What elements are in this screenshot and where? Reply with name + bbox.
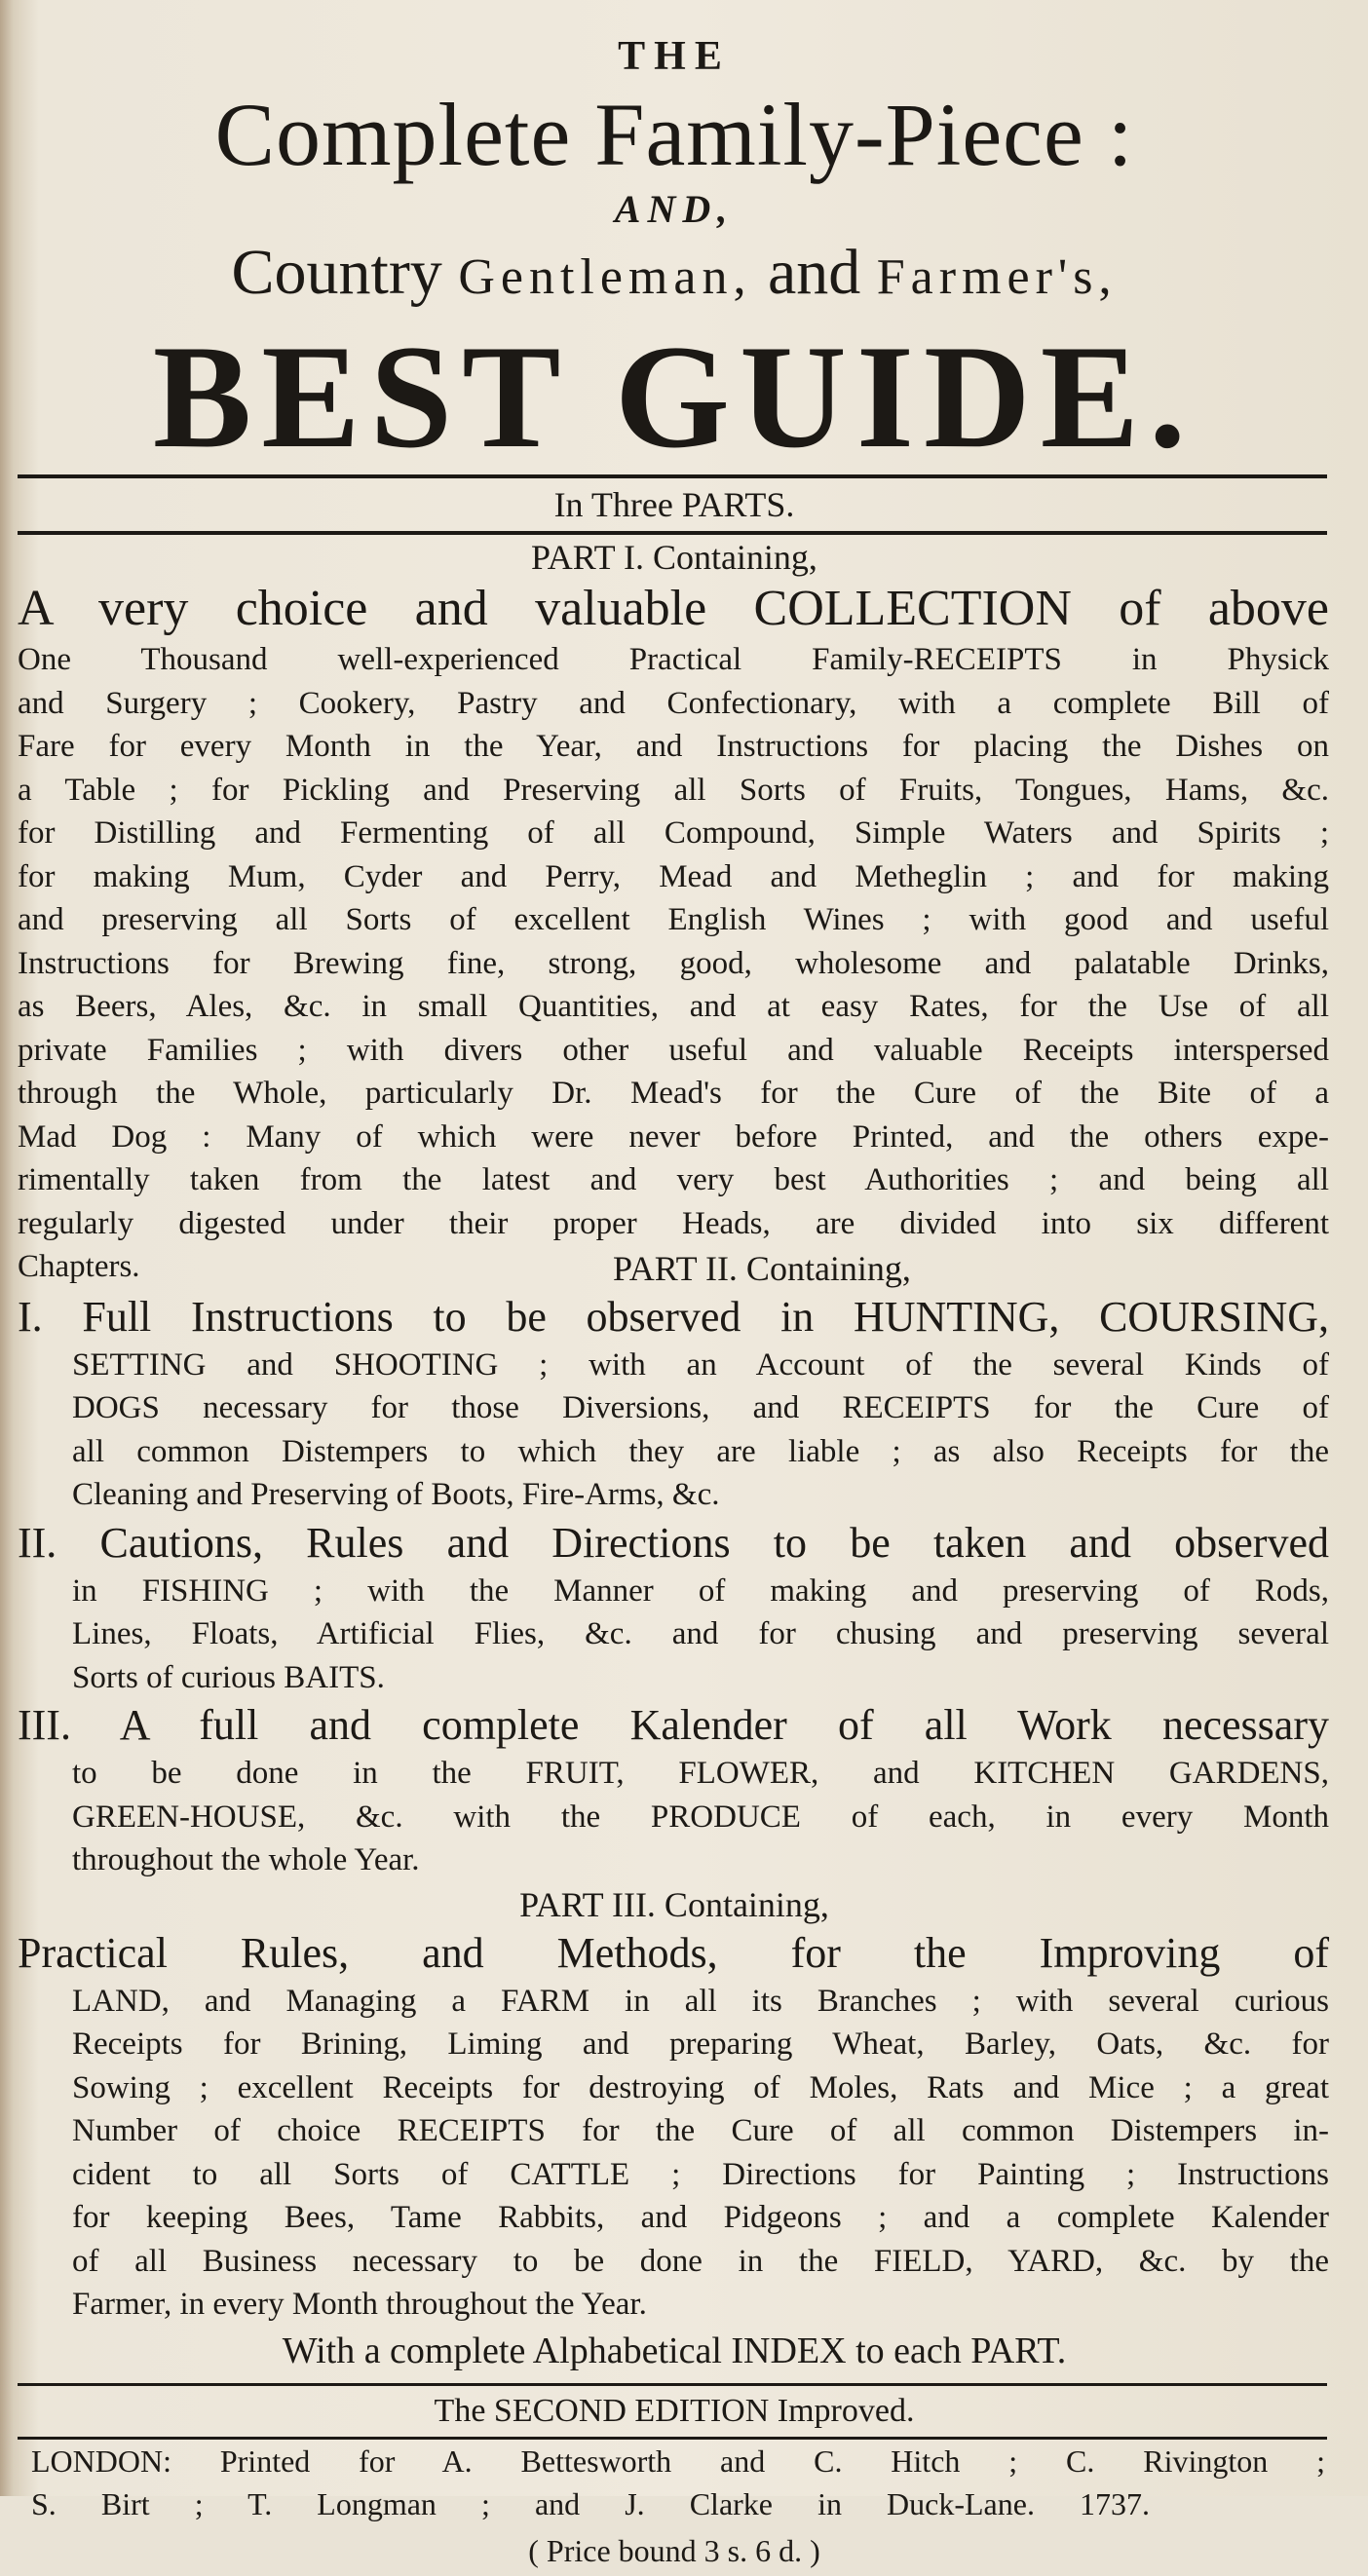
price-line: ( Price bound 3 s. 6 d. ): [528, 2532, 820, 2568]
part2-item3-line: to be done in the FRUIT, FLOWER, and KITCHEN GARDENS,: [72, 1756, 1329, 1791]
imprint: [31, 2440, 1325, 2525]
part2-item1-line: I. Full Instructions to be observed in HUNTING, COURSING,: [18, 1292, 1329, 1341]
part3-heading: PART III. Containing,: [519, 1884, 829, 1924]
part3-line: of all Business necessary to be done in the FIELD, YARD, &c. by the: [72, 2243, 1329, 2279]
part1-line: rimentally taken from the latest and very best Authorities ; and being all: [18, 1162, 1329, 1197]
part2-item1-line: Cleaning and Preserving of Boots, Fire-Arms, &c.: [72, 1477, 720, 1512]
part1-line: a Table ; for Pickling and Preserving all Sorts of Fruits, Tongues, Hams, &c.: [18, 772, 1329, 808]
part1-line: Mad Dog : Many of which were never before Printed, and the others expe-: [18, 1118, 1329, 1155]
title-country-line: [14, 232, 1335, 319]
title-the: THE: [618, 34, 731, 79]
part1-line: and preserving all Sorts of excellent English Wines ; with good and useful: [18, 902, 1329, 937]
part2-item1-line: DOGS necessary for those Diversions, and RECEIPTS for the Cure of: [72, 1390, 1329, 1425]
part3-line: Farmer, in every Month throughout the Year.: [72, 2287, 647, 2322]
part1-line: and Surgery ; Cookery, Pastry and Confectionary, with a complete Bill of: [18, 685, 1329, 721]
part2-item3-line: throughout the whole Year.: [72, 1842, 420, 1877]
in-three-parts: In Three PARTS.: [553, 485, 795, 524]
part3-line: for keeping Bees, Tame Rabbits, and Pidgeons ; and a complete Kalender: [72, 2200, 1329, 2235]
part2-item2-line: Sorts of curious BAITS.: [72, 1659, 385, 1695]
title-and-2: and: [767, 237, 861, 308]
title-farmers: Farmer's,: [876, 249, 1118, 305]
title-gentleman: Gentleman,: [458, 249, 752, 305]
part1-text: [18, 580, 1329, 1289]
part1-line: through the Whole, particularly Dr. Mead's for the Cure of the Bite of a: [18, 1076, 1329, 1111]
part1-line: Instructions for Brewing fine, strong, good, wholesome and palatable Drinks,: [18, 945, 1329, 981]
part2-item3-line: GREEN-HOUSE, &c. with the PRODUCE of each, in every Month: [72, 1799, 1329, 1835]
part3-line: Practical Rules, and Methods, for the Improving of: [18, 1928, 1329, 1977]
part2-item2-line: Lines, Floats, Artificial Flies, &c. and for chusing and preserving several: [72, 1616, 1329, 1651]
part2-item3-line: III. A full and complete Kalender of all Work necessary: [18, 1701, 1329, 1749]
part2-item1-line: SETTING and SHOOTING ; with an Account of the several Kinds of: [72, 1346, 1329, 1383]
part3-line: cident to all Sorts of CATTLE ; Directions for Painting ; Instructions: [72, 2156, 1329, 2192]
title-and: AND,: [614, 187, 735, 231]
imprint-line: LONDON: Printed for A. Bettesworth and C. Hitch ; C. Rivington ;: [31, 2443, 1325, 2479]
part1-line: Fare for every Month in the Year, and Instructions for placing the Dishes on: [18, 729, 1329, 764]
edition-line: The SECOND EDITION Improved.: [434, 2392, 915, 2429]
part3-line: Sowing ; excellent Receipts for destroying of Moles, Rats and Mice ; a great: [72, 2069, 1329, 2105]
part2-item2-line: II. Cautions, Rules and Directions to be taken and observed: [18, 1518, 1329, 1567]
part1-line: A very choice and valuable COLLECTION of above: [18, 581, 1329, 636]
part1-line: for Distilling and Fermenting of all Compound, Simple Waters and Spirits ;: [18, 815, 1329, 851]
part2-heading: PART II. Containing,: [613, 1248, 911, 1288]
part1-line: as Beers, Ales, &c. in small Quantities, and at easy Rates, for the Use of all: [18, 989, 1329, 1024]
part1-line: regularly digested under their proper Heads, are divided into six different: [18, 1205, 1329, 1241]
part1-heading: PART I. Containing,: [531, 538, 817, 577]
title-best-guide: BEST GUIDE.: [152, 315, 1197, 478]
part3-line: Number of choice RECEIPTS for the Cure of all common Distempers in-: [72, 2113, 1329, 2148]
title-main: Complete Family-Piece :: [214, 85, 1134, 184]
index-line: With a complete Alphabetical INDEX to each PART.: [282, 2330, 1067, 2371]
part3-line: Receipts for Brining, Liming and preparing Wheat, Barley, Oats, &c. for: [72, 2027, 1329, 2062]
part1-line: One Thousand well-experienced Practical Family-RECEIPTS in Physick: [18, 642, 1329, 677]
part2-item2-line: in FISHING ; with the Manner of making and preserving of Rods,: [72, 1572, 1329, 1609]
part2-text: [18, 1291, 1329, 1882]
part3-text: [18, 1927, 1329, 2327]
part1-line-chapters: Chapters.: [18, 1249, 140, 1284]
title-country: Country: [231, 237, 442, 308]
imprint-line: S. Birt ; T. Longman ; and J. Clarke in Duck-Lane. 1737.: [31, 2485, 1150, 2521]
part1-line: for making Mum, Cyder and Perry, Mead and Metheglin ; and for making: [18, 858, 1329, 894]
part3-line: LAND, and Managing a FARM in all its Branches ; with several curious: [72, 1983, 1329, 2019]
part2-item1-line: all common Distempers to which they are liable ; as also Receipts for the: [72, 1433, 1329, 1469]
part1-line: private Families ; with divers other useful and valuable Receipts interspersed: [18, 1032, 1329, 1068]
